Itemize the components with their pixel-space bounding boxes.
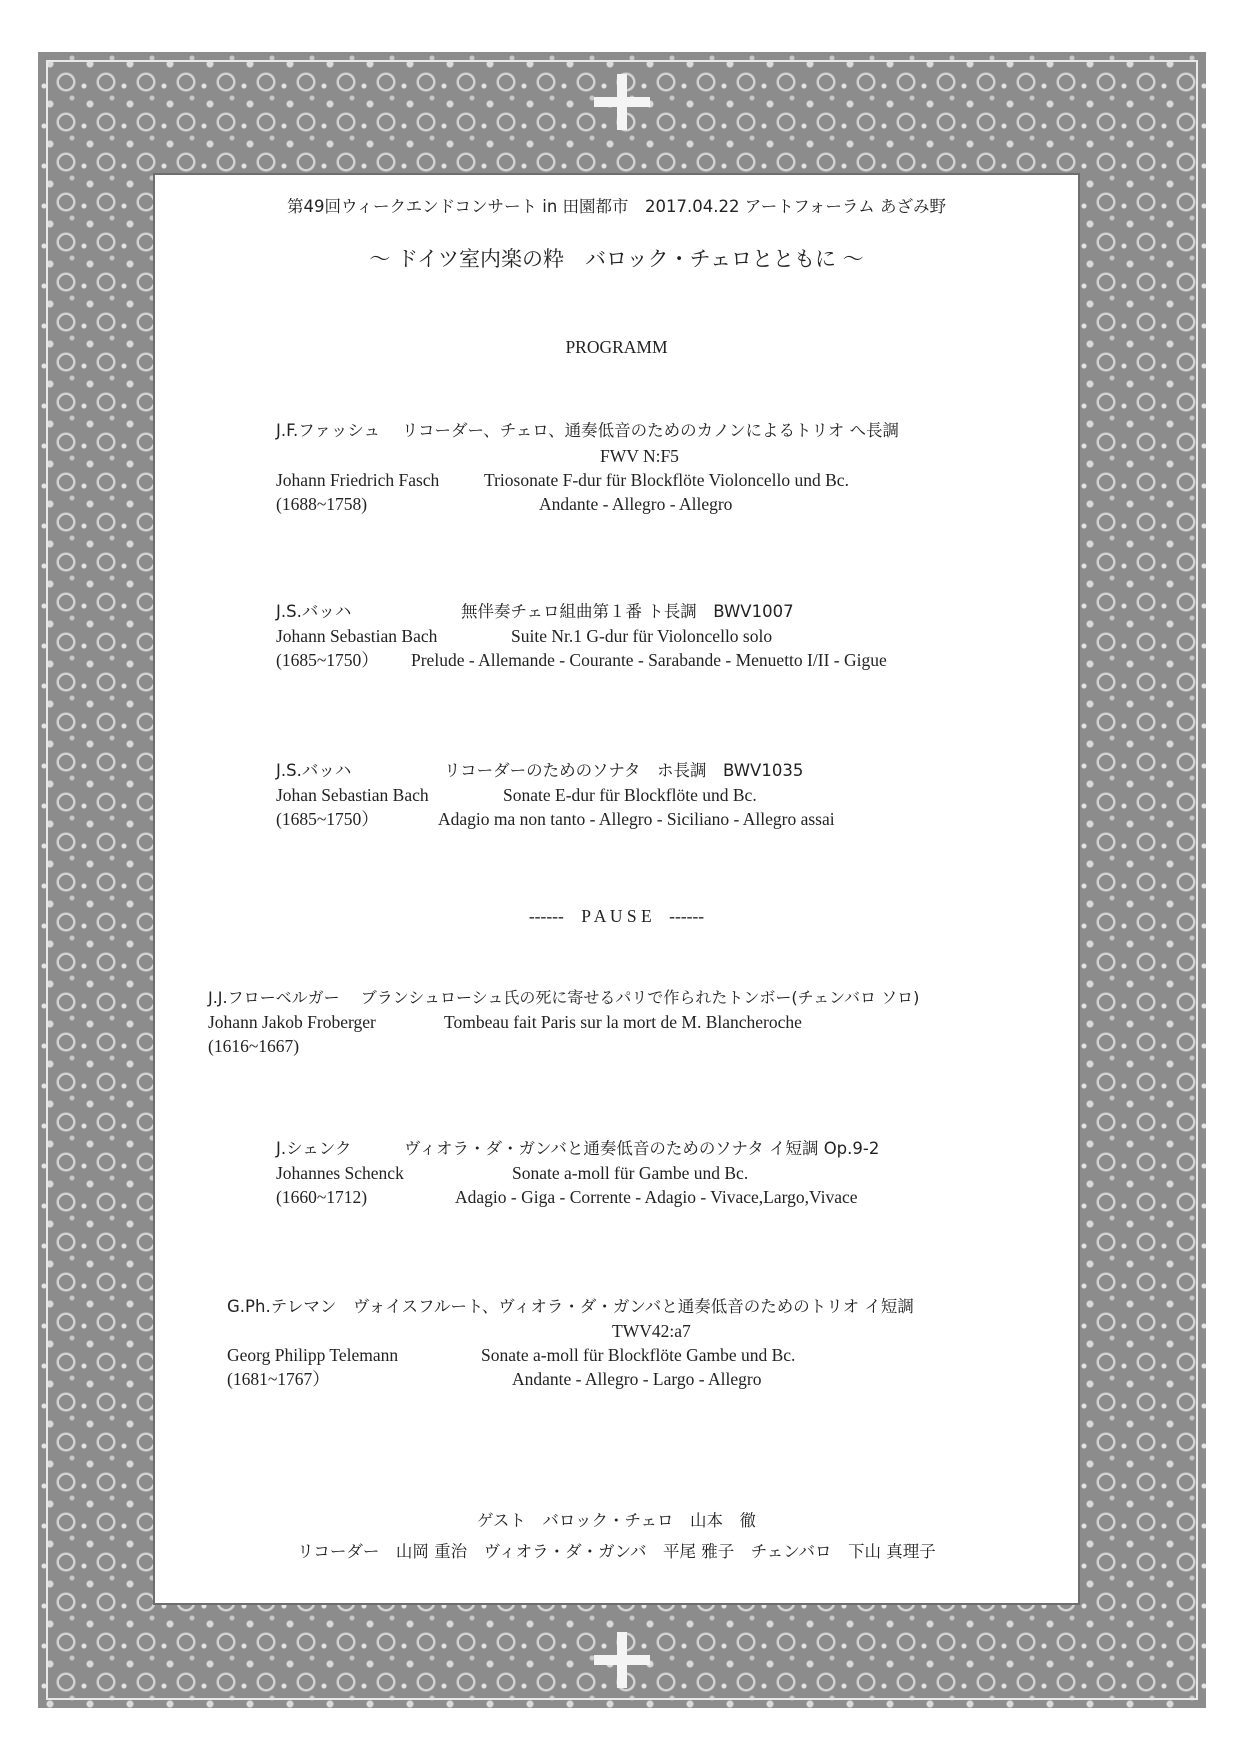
piece-fasch-movements: Andante - Allegro - Allegro: [539, 494, 733, 514]
piece-schenck-jp-name: J.シェンク: [276, 1139, 352, 1158]
program-sheet: [153, 173, 1080, 1605]
piece-fasch-dates: (1688~1758): [276, 494, 368, 514]
piece-schenck-jp-title: ヴィオラ・ダ・ガンバと通奏低音のためのソナタ イ短調 Op.9-2: [404, 1139, 880, 1158]
piece-bach1007-work: Suite Nr.1 G-dur für Violoncello solo: [511, 626, 773, 646]
piece-froberger-composer: Johann Jakob Froberger: [208, 1012, 376, 1032]
piece-schenck-work: Sonate a-moll für Gambe und Bc.: [512, 1163, 749, 1183]
piece-bach1007-jp-name: J.S.バッハ: [276, 602, 352, 621]
piece-schenck-composer: Johannes Schenck: [276, 1163, 404, 1183]
piece-bach1035-work: Sonate E-dur für Blockflöte und Bc.: [503, 785, 757, 805]
piece-bach1007-movements: Prelude - Allemande - Courante - Sarabande - Menuetto I/II - Gigue: [411, 650, 887, 670]
pause-divider: ------ P A U S E ------: [528, 906, 705, 926]
piece-bach1007-dates: (1685~1750）: [276, 650, 379, 670]
bottom-cross-ornament: [592, 1630, 652, 1690]
piece-telemann-dates: (1681~1767）: [227, 1369, 330, 1389]
guest-performer: ゲスト バロック・チェロ 山本 徹: [476, 1511, 756, 1530]
piece-bach1007-jp-title: 無伴奏チェロ組曲第１番 ト長調 BWV1007: [461, 602, 794, 621]
concert-header: 第49回ウィークエンドコンサート in 田園都市 2017.04.22 アートフォーラム あざみ野: [286, 197, 947, 216]
piece-telemann-movements: Andante - Allegro - Largo - Allegro: [512, 1369, 762, 1389]
piece-telemann-jp: G.Ph.テレマン ヴォイスフルート、ヴィオラ・ダ・ガンバと通奏低音のためのトリオ イ短調: [227, 1297, 914, 1316]
piece-fasch-catalog: FWV N:F5: [600, 446, 679, 466]
piece-fasch-work: Triosonate F-dur für Blockflöte Violoncello und Bc.: [484, 470, 849, 490]
piece-bach1035-movements: Adagio ma non tanto - Allegro - Siciliano - Allegro assai: [438, 809, 835, 829]
piece-bach1035-dates: (1685~1750）: [276, 809, 379, 829]
program-heading: PROGRAMM: [565, 337, 668, 357]
piece-bach1035-jp-name: J.S.バッハ: [276, 761, 352, 780]
piece-froberger-dates: (1616~1667): [208, 1036, 300, 1056]
ensemble-performers: リコーダー 山岡 重治 ヴィオラ・ダ・ガンバ 平尾 雅子 チェンバロ 下山 真理子: [297, 1542, 936, 1561]
piece-bach1035-composer: Johan Sebastian Bach: [276, 785, 429, 805]
piece-telemann-catalog: TWV42:a7: [612, 1321, 691, 1341]
piece-bach1007-composer: Johann Sebastian Bach: [276, 626, 438, 646]
piece-fasch-composer: Johann Friedrich Fasch: [276, 470, 440, 490]
top-cross-ornament: [592, 72, 652, 132]
piece-bach1035-jp-title: リコーダーのためのソナタ ホ長調 BWV1035: [444, 761, 804, 780]
piece-fasch-jp: J.F.ファッシュ リコーダー、チェロ、通奏低音のためのカノンによるトリオ へ長調: [276, 421, 900, 440]
piece-schenck-movements: Adagio - Giga - Corrente - Adagio - Vivace,Largo,Vivace: [455, 1187, 858, 1207]
piece-froberger-jp: J.J.フローベルガー ブランシュローシュ氏の死に寄せるパリで作られたトンボー(チェンバロ ソロ): [208, 988, 920, 1007]
piece-schenck-dates: (1660~1712): [276, 1187, 368, 1207]
piece-froberger-work: Tombeau fait Paris sur la mort de M. Blancheroche: [444, 1012, 802, 1032]
piece-telemann-work: Sonate a-moll für Blockflöte Gambe und Bc.: [481, 1345, 796, 1365]
concert-subtitle: 〜 ドイツ室内楽の粋 バロック・チェロとともに 〜: [369, 247, 864, 271]
piece-telemann-composer: Georg Philipp Telemann: [227, 1345, 399, 1365]
